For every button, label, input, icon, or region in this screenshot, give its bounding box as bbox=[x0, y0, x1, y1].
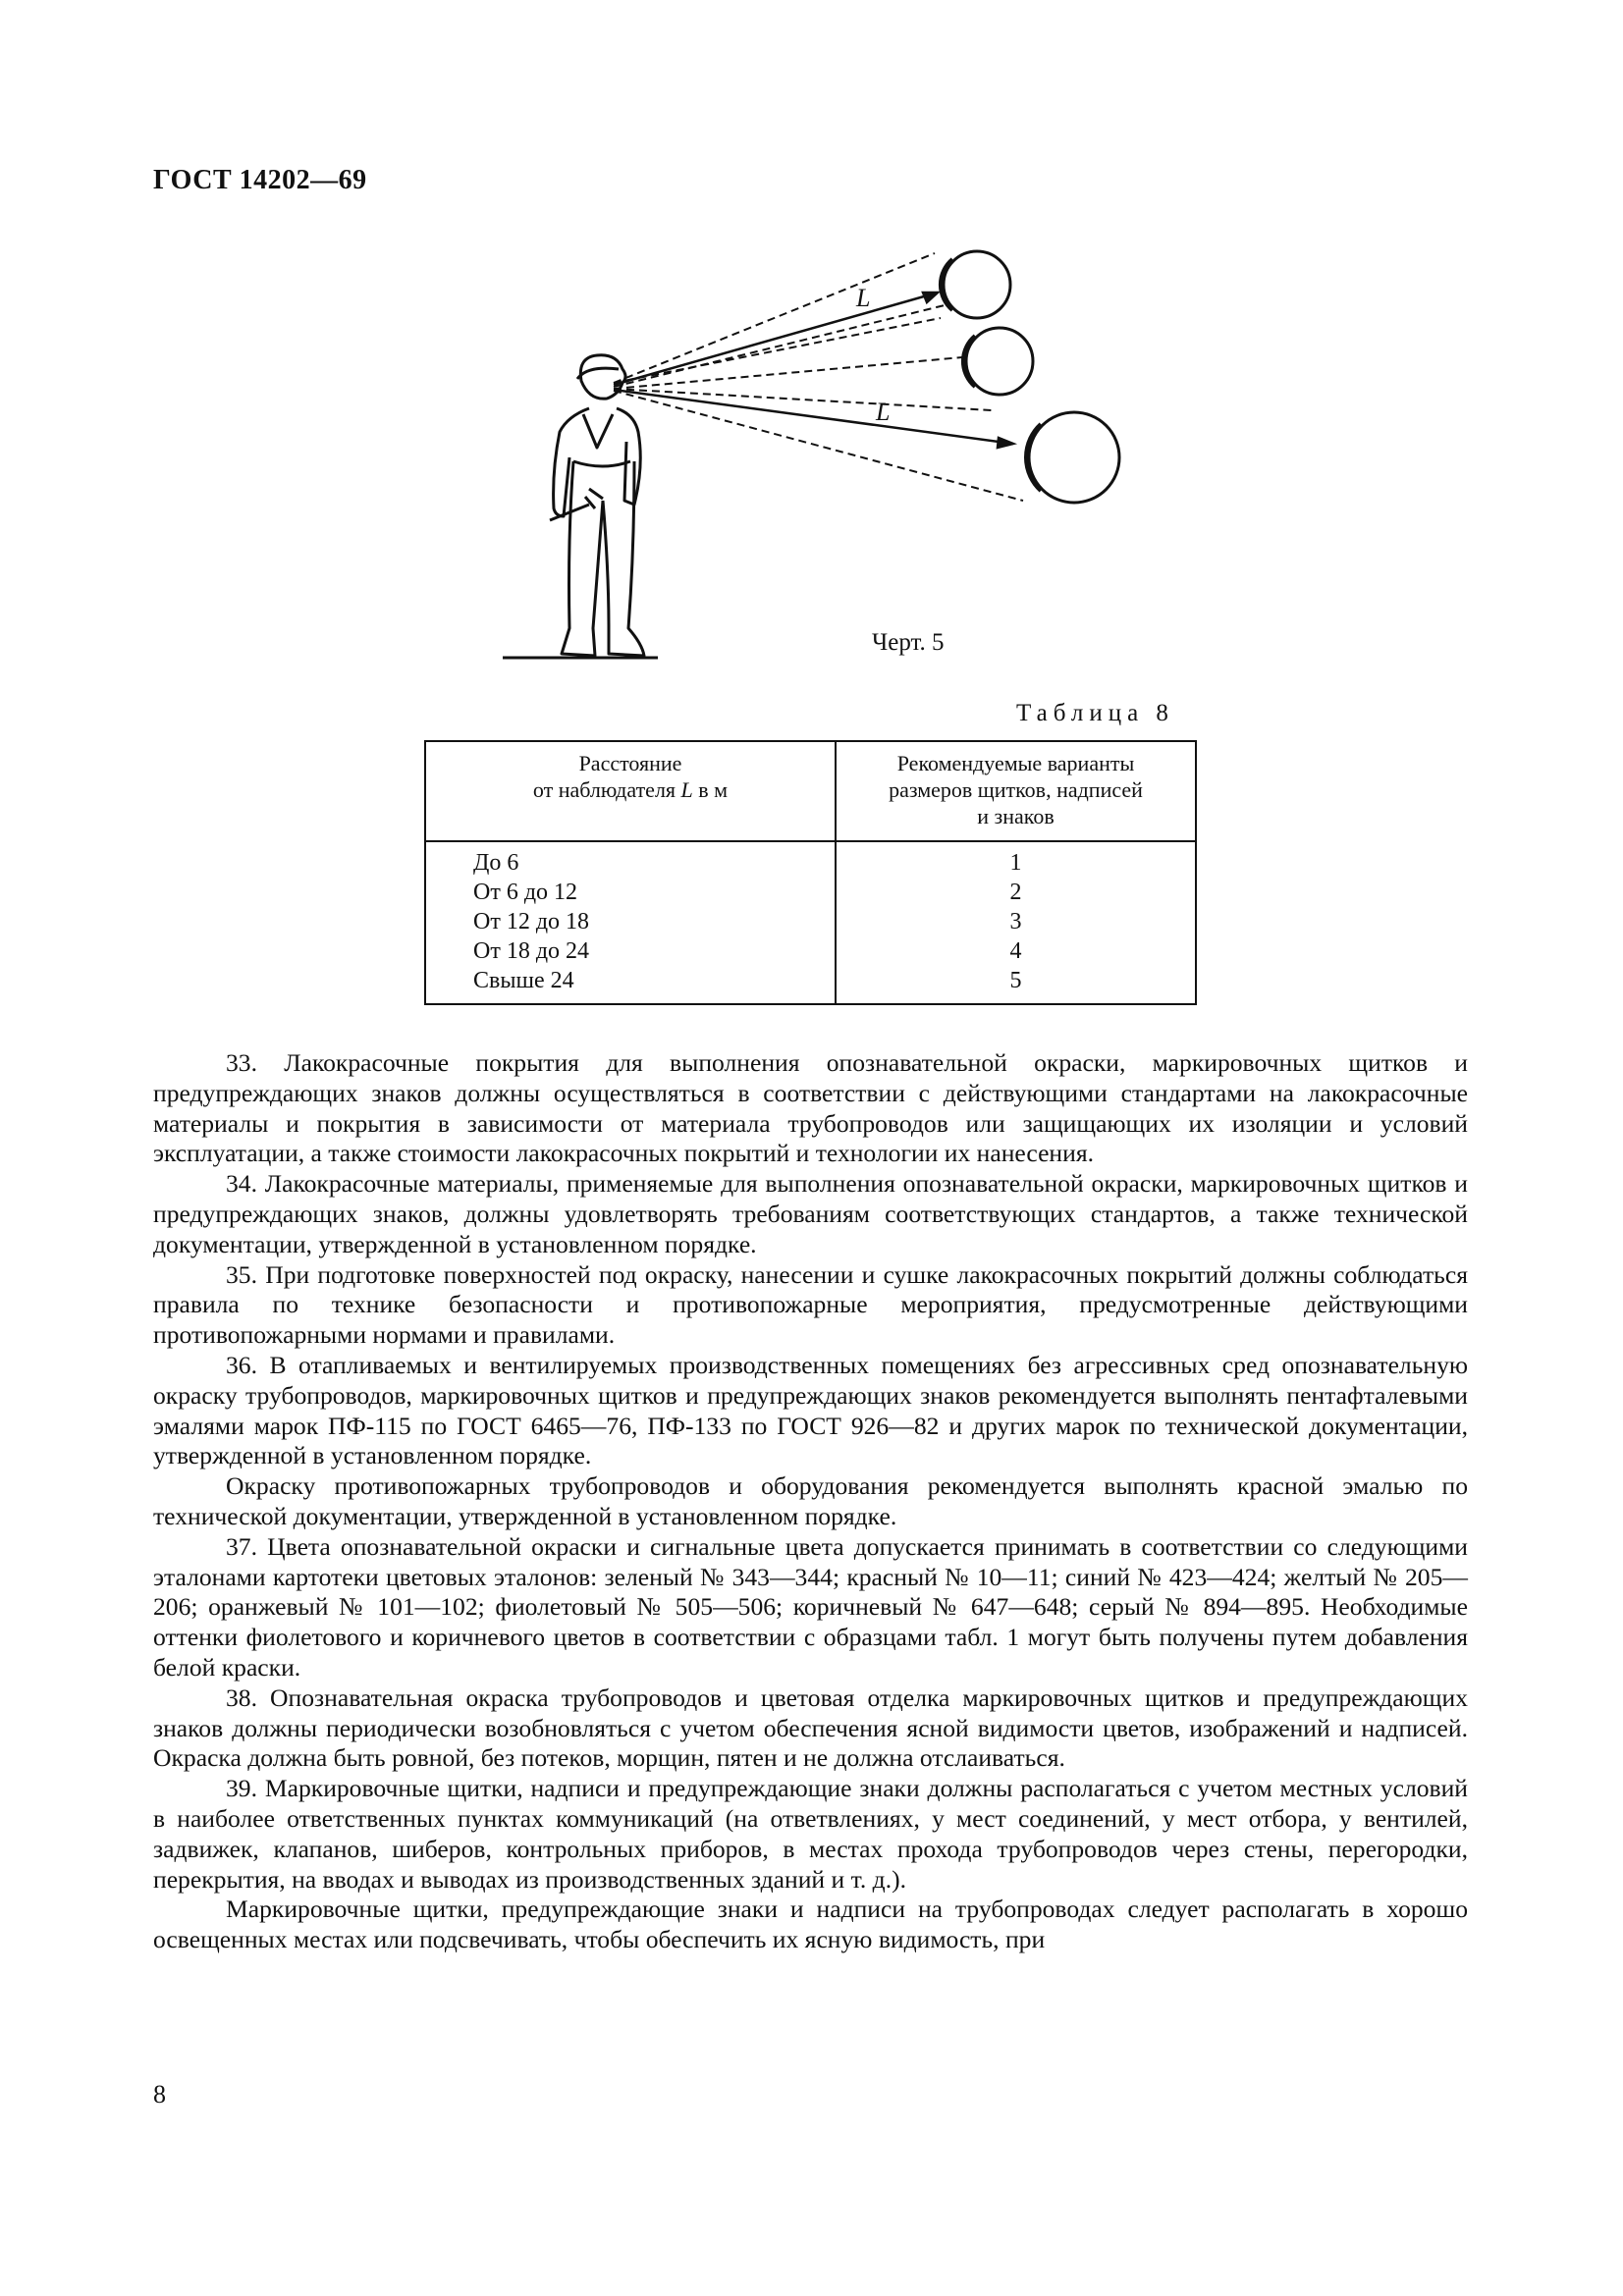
distance-arrows bbox=[614, 293, 1013, 448]
table-cell: 4 bbox=[1009, 938, 1022, 964]
column-header-variants-line2: размеров щитков, надписей bbox=[889, 777, 1143, 802]
paragraph-37: 37. Цвета опознавательной окраски и сигнальные цвета допускается принимать в соответствии со следующими эталонами картотеки цветовых эталонов: зеленый № 343—344; красный № 10—11; синий № 423—424; желтый № 205—206; оранжевый № 101—102; фиолетовый № 505—506; коричневый № 647—648; серый № 894—895. Необходимые оттенки фиолетового и коричневого цветов в соответствии с образцами табл. 1 могут быть получены путем добавления белой краски. bbox=[153, 1531, 1468, 1682]
body-text bbox=[153, 1048, 1468, 1955]
column-header-distance-line1: Расстояние bbox=[578, 751, 682, 775]
distance-variable: L bbox=[680, 777, 693, 802]
column-header-distance-line2 bbox=[438, 776, 823, 803]
column-header-variants bbox=[836, 741, 1196, 841]
distance-label-top: L bbox=[856, 284, 871, 312]
table-cell: 2 bbox=[1009, 880, 1022, 905]
variant-cells bbox=[836, 841, 1196, 1004]
document-header: ГОСТ 14202—69 bbox=[153, 165, 367, 195]
table-cell: От 6 до 12 bbox=[473, 880, 578, 905]
paragraph-35: 35. При подготовке поверхностей под окраску, нанесении и сушке лакокрасочных покрытий должны соблюдаться правила по технике безопасности и противопожарные мероприятия, предусмотренные действующими противопожарными нормами и правилами. bbox=[153, 1259, 1468, 1350]
table-cell: От 12 до 18 bbox=[473, 909, 590, 934]
table-cell: 1 bbox=[1009, 850, 1022, 876]
paragraph-38: 38. Опознавательная окраска трубопроводов и цветовая отделка маркировочных щитков и предупреждающих знаков должны периодически возобновляться с учетом обеспечения ясной видимости цветов, изображений и надписей. Окраска должна быть ровной, без потеков, морщин, пятен и не должна отслаиваться. bbox=[153, 1682, 1468, 1773]
table-title: Таблица 8 bbox=[1016, 700, 1174, 726]
table-cell: Свыше 24 bbox=[473, 968, 574, 993]
paragraph-33: 33. Лакокрасочные покрытия для выполнения опознавательной окраски, маркировочных щитков и предупреждающих знаков должны осуществляться в соответствии с действующими стандартами на лакокрасочные материалы и покрытия в зависимости от материала трубопроводов или защищающих их изоляции и условий эксплуатации, а также стоимости лакокрасочных покрытий и технологии их нанесения. bbox=[153, 1048, 1468, 1168]
table-cell: До 6 bbox=[473, 850, 519, 876]
observer-diagram bbox=[491, 236, 1178, 677]
distance-cells bbox=[425, 841, 836, 1004]
sign-circles bbox=[941, 251, 1119, 503]
column-header-distance-text: от наблюдателя L в м bbox=[532, 777, 729, 802]
paragraph-34: 34. Лакокрасочные материалы, применяемые для выполнения опознавательной окраски, маркировочных щитков и предупреждающих знаков, должны удовлетворять требованиям соответствующих стандартов, а также технической документации, утвержденной в установленном порядке. bbox=[153, 1169, 1468, 1258]
paragraph-36: 36. В отапливаемых и вентилируемых производственных помещениях без агрессивных сред опознавательную окраску трубопроводов, маркировочных щитков и предупреждающих знаков рекомендуется выполнять пентафталевыми эмалями марок ПФ-115 по ГОСТ 6465—76, ПФ-133 по ГОСТ 926—82 и других марок по технической документации, утвержденной в установленном порядке. bbox=[153, 1350, 1468, 1470]
distance-label-bottom: L bbox=[876, 398, 891, 426]
table-body-row bbox=[425, 841, 1196, 1004]
column-header-variants-line1: Рекомендуемые варианты bbox=[896, 751, 1135, 775]
column-header-distance bbox=[425, 741, 836, 841]
column-header-variants-line3: и знаков bbox=[977, 804, 1055, 828]
figure-caption: Черт. 5 bbox=[872, 629, 945, 656]
table-cell: 5 bbox=[1009, 968, 1022, 993]
table-8 bbox=[424, 740, 1197, 1005]
paragraph-36-fire: Окраску противопожарных трубопроводов и оборудования рекомендуется выполнять красной эмалью по технической документации, утвержденной в установленном порядке. bbox=[153, 1471, 1468, 1530]
table-header-row bbox=[425, 741, 1196, 841]
paragraph-39: 39. Маркировочные щитки, надписи и предупреждающие знаки должны располагаться с учетом местных условий в наиболее ответственных пунктах коммуникаций (на ответвлениях, у мест соединений, у мест отбора, у вентилей, задвижек, клапанов, шиберов, контрольных приборов, в местах прохода трубопроводов через стены, перегородки, перекрытия, на вводах и выводах из производственных зданий и т. д.). bbox=[153, 1774, 1468, 1894]
table-cell: 3 bbox=[1009, 909, 1022, 934]
observer-figure bbox=[491, 236, 1178, 677]
page-number: 8 bbox=[153, 2080, 166, 2109]
observer-person-icon bbox=[550, 355, 644, 656]
paragraph-39-lighting: Маркировочные щитки, предупреждающие знаки и надписи на трубопроводах следует располагать в хорошо освещенных местах или подсвечивать, чтобы обеспечить их ясную видимость, при bbox=[153, 1895, 1468, 1954]
table-cell: От 18 до 24 bbox=[473, 938, 590, 964]
